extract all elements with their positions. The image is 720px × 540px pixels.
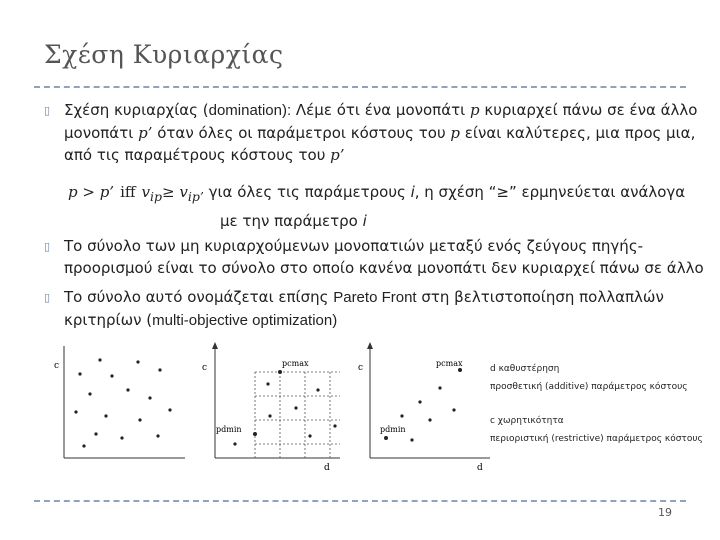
label-pcmax: pcmax	[436, 359, 463, 368]
point	[333, 424, 336, 427]
bullet-nondominated	[64, 235, 704, 279]
point	[136, 360, 139, 363]
term-moo: multi-objective optimization)	[152, 312, 338, 329]
point	[148, 396, 151, 399]
formula-geq: ≥ v	[162, 183, 188, 201]
legend-c-desc: περιοριστική (restrictive) παράμετρος κόστους	[490, 434, 703, 444]
bullet-icon: ▯	[44, 240, 51, 253]
points	[74, 358, 171, 447]
points	[233, 370, 336, 446]
point	[168, 408, 171, 411]
point	[138, 418, 141, 421]
formula-text: για όλες τις παράμετρους	[203, 183, 411, 201]
term-domination: domination):	[208, 102, 292, 119]
bullet-icon: ▯	[44, 104, 51, 117]
point	[452, 408, 455, 411]
title-divider	[34, 86, 686, 88]
point	[308, 434, 311, 437]
point	[158, 368, 161, 371]
label-pcmax: pcmax	[282, 359, 309, 368]
bullet-domination	[64, 99, 704, 166]
text: προορισμού είναι το σύνολο στο οποίο κανένα μονοπάτι δεν κυριαρχεί πάνω σε άλλο	[64, 259, 704, 277]
point	[458, 368, 462, 372]
axis-label-d: d	[477, 463, 483, 473]
formula-sub: ip’	[187, 189, 204, 204]
point	[104, 414, 107, 417]
figure-scatter	[54, 346, 185, 458]
axis-label-d: d	[324, 463, 330, 473]
text: από τις παραμέτρους κόστους του	[64, 146, 331, 164]
formula-iff: iff	[120, 183, 136, 201]
axis-label-c: c	[358, 363, 364, 373]
formula-text: , η σχέση “≥” ερμηνεύεται ανάλογα	[414, 183, 686, 201]
point	[438, 386, 441, 389]
figure-pareto-front	[358, 342, 490, 473]
text: είναι καλύτερες, μια προς μια,	[460, 124, 696, 142]
point	[74, 410, 77, 413]
legend-d-desc: προσθετική (additive) παράμετρος κόστους	[490, 382, 688, 392]
point	[88, 392, 91, 395]
point	[126, 388, 129, 391]
bullet-icon: ▯	[44, 291, 51, 304]
formula-lhs: p > p’	[68, 183, 115, 201]
var-i: i	[362, 212, 367, 230]
point	[94, 432, 97, 435]
point	[428, 418, 431, 421]
text: Λέμε ότι ένα μονοπάτι	[291, 101, 470, 119]
slide-title: Σχέση Κυριαρχίας	[44, 40, 284, 69]
bullet-pareto	[64, 286, 704, 332]
var-p: p	[450, 124, 461, 142]
axis-label-c: c	[54, 361, 60, 371]
var-p: p	[469, 101, 480, 119]
point	[120, 436, 123, 439]
var-i: i	[410, 183, 415, 201]
point	[400, 414, 403, 417]
label-pdmin: pdmin	[380, 425, 406, 434]
dominance-formula	[68, 180, 688, 233]
point	[384, 436, 388, 440]
text: Το σύνολο των μη κυριαρχούμενων μονοπατιών μεταξύ ενός ζεύγους πηγής-	[64, 237, 644, 255]
text: στη βελτιστοποίηση πολλαπλών	[416, 288, 664, 306]
point	[98, 358, 101, 361]
var-pprime: p’	[330, 146, 345, 164]
figure-regions	[202, 342, 340, 473]
point	[268, 414, 271, 417]
var-pprime: p’	[138, 124, 153, 142]
formula-sub: ip	[150, 189, 163, 204]
point	[78, 372, 81, 375]
point	[410, 438, 413, 441]
axis-label-c: c	[202, 363, 208, 373]
legend-d-title: d καθυστέρηση	[490, 364, 560, 374]
text: κριτηρίων (	[64, 311, 153, 329]
point	[418, 400, 421, 403]
footer-divider	[34, 500, 686, 502]
point	[278, 370, 282, 374]
point	[294, 406, 297, 409]
page-number: 19	[658, 506, 672, 519]
text: Το σύνολο αυτό ονομάζεται επίσης	[64, 288, 334, 306]
point	[316, 388, 319, 391]
point	[82, 444, 85, 447]
text: κυριαρχεί πάνω σε ένα άλλο	[479, 101, 698, 119]
pareto-figures	[40, 340, 500, 480]
label-pdmin: pdmin	[216, 425, 242, 434]
point	[156, 434, 159, 437]
text: μονοπάτι	[64, 124, 139, 142]
legend-c-title: c χωρητικότητα	[490, 416, 564, 426]
y-arrow	[212, 342, 218, 349]
formula-rhs: v	[141, 183, 151, 201]
point	[110, 374, 113, 377]
point	[266, 382, 269, 385]
point	[253, 432, 257, 436]
text: όταν όλες οι παράμετροι κόστους του	[152, 124, 451, 142]
text: Σχέση κυριαρχίας (	[64, 101, 209, 119]
term-pareto-front: Pareto Front	[333, 289, 417, 306]
formula-text: με την παράμετρο	[220, 212, 363, 230]
point	[233, 442, 236, 445]
y-arrow	[367, 342, 373, 349]
